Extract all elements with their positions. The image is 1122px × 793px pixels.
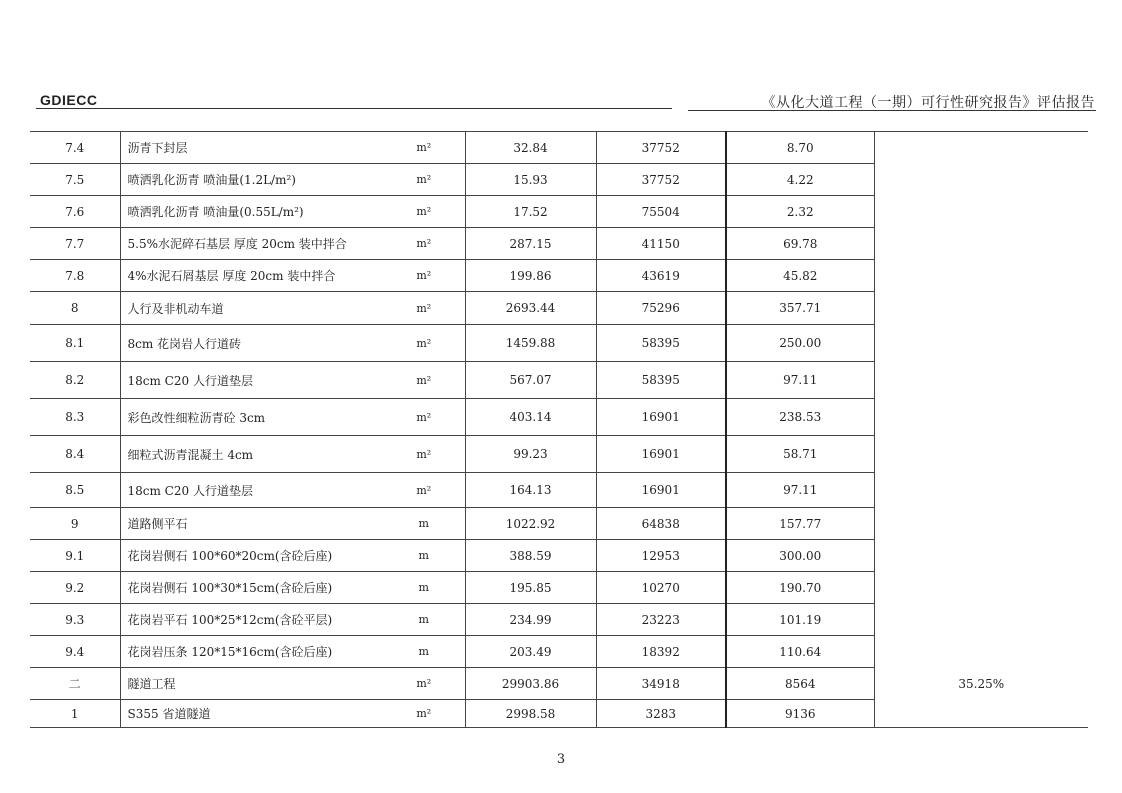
table-row [30,572,1088,604]
item-unit-price: 16901 [596,473,726,508]
item-quantity: 29903.86 [465,668,596,700]
item-name: 花岗岩侧石 100*60*20cm(含砼后座) [120,540,383,572]
item-number: 9 [30,508,120,540]
item-quantity: 164.13 [465,473,596,508]
item-quantity: 1459.88 [465,325,596,362]
item-name: 人行及非机动车道 [120,292,383,325]
item-unit: m² [383,260,465,292]
item-number: 8 [30,292,120,325]
item-number: 8.4 [30,436,120,473]
item-name: 喷洒乳化沥青 喷油量(1.2L/m²) [120,164,383,196]
item-unit-price: 37752 [596,132,726,164]
table-row [30,700,1088,728]
item-share [874,260,1088,292]
item-share [874,540,1088,572]
item-unit-price: 23223 [596,604,726,636]
item-amount: 157.77 [726,508,874,540]
item-amount: 9136 [726,700,874,728]
item-unit: m [383,636,465,668]
item-unit: m² [383,164,465,196]
item-number: 8.2 [30,362,120,399]
item-share [874,196,1088,228]
item-share [874,132,1088,164]
header-rule-right [688,110,1096,111]
item-quantity: 567.07 [465,362,596,399]
table-row [30,399,1088,436]
item-quantity: 2998.58 [465,700,596,728]
item-quantity: 32.84 [465,132,596,164]
item-name: 彩色改性细粒沥青砼 3cm [120,399,383,436]
item-share [874,436,1088,473]
item-unit-price: 64838 [596,508,726,540]
item-name: 喷洒乳化沥青 喷油量(0.55L/m²) [120,196,383,228]
item-quantity: 17.52 [465,196,596,228]
item-name: 花岗岩平石 100*25*12cm(含砼平层) [120,604,383,636]
item-unit-price: 75504 [596,196,726,228]
item-number: 二 [30,668,120,700]
item-amount: 101.19 [726,604,874,636]
item-unit: m [383,604,465,636]
item-unit: m² [383,228,465,260]
item-unit: m [383,540,465,572]
item-amount: 45.82 [726,260,874,292]
item-share [874,228,1088,260]
table-row [30,362,1088,399]
table-row [30,292,1088,325]
item-name: 5.5%水泥碎石基层 厚度 20cm 装中拌合 [120,228,383,260]
item-unit: m [383,508,465,540]
item-unit-price: 16901 [596,399,726,436]
item-number: 9.4 [30,636,120,668]
item-unit-price: 3283 [596,700,726,728]
item-name: 细粒式沥青混凝土 4cm [120,436,383,473]
item-unit-price: 41150 [596,228,726,260]
table-row [30,132,1088,164]
item-name: 花岗岩压条 120*15*16cm(含砼后座) [120,636,383,668]
item-amount: 357.71 [726,292,874,325]
item-number: 7.5 [30,164,120,196]
item-quantity: 234.99 [465,604,596,636]
item-name: 道路侧平石 [120,508,383,540]
item-unit-price: 12953 [596,540,726,572]
item-number: 8.3 [30,399,120,436]
item-amount: 97.11 [726,362,874,399]
table-row [30,508,1088,540]
header-report-title: 《从化大道工程（一期）可行性研究报告》评估报告 [761,95,1095,111]
item-quantity: 388.59 [465,540,596,572]
item-number: 7.8 [30,260,120,292]
item-name: 隧道工程 [120,668,383,700]
item-share [874,292,1088,325]
item-amount: 110.64 [726,636,874,668]
item-name: 4%水泥石屑基层 厚度 20cm 装中拌合 [120,260,383,292]
item-quantity: 15.93 [465,164,596,196]
item-amount: 190.70 [726,572,874,604]
item-amount: 238.53 [726,399,874,436]
item-share [874,604,1088,636]
item-share [874,508,1088,540]
item-unit: m² [383,436,465,473]
item-number: 7.4 [30,132,120,164]
item-quantity: 99.23 [465,436,596,473]
item-number: 7.6 [30,196,120,228]
item-share [874,473,1088,508]
item-quantity: 199.86 [465,260,596,292]
item-unit: m [383,572,465,604]
table-row [30,260,1088,292]
table-row [30,540,1088,572]
table-row [30,196,1088,228]
header-rule-left [36,108,672,109]
item-unit-price: 10270 [596,572,726,604]
item-amount: 250.00 [726,325,874,362]
item-number: 8.5 [30,473,120,508]
item-name: 8cm 花岗岩人行道砖 [120,325,383,362]
item-share [874,399,1088,436]
item-name: 18cm C20 人行道垫层 [120,362,383,399]
item-share [874,164,1088,196]
item-unit-price: 58395 [596,362,726,399]
table-row [30,228,1088,260]
item-amount: 4.22 [726,164,874,196]
item-quantity: 195.85 [465,572,596,604]
item-unit-price: 34918 [596,668,726,700]
item-unit-price: 75296 [596,292,726,325]
item-amount: 2.32 [726,196,874,228]
item-share [874,572,1088,604]
item-name: S355 省道隧道 [120,700,383,728]
item-quantity: 403.14 [465,399,596,436]
item-share [874,636,1088,668]
item-name: 花岗岩侧石 100*30*15cm(含砼后座) [120,572,383,604]
header-org: GDIECC [40,92,98,108]
item-unit: m² [383,668,465,700]
item-number: 9.1 [30,540,120,572]
item-amount: 8.70 [726,132,874,164]
item-unit-price: 16901 [596,436,726,473]
item-name: 18cm C20 人行道垫层 [120,473,383,508]
item-unit: m² [383,196,465,228]
item-unit-price: 18392 [596,636,726,668]
item-share [874,325,1088,362]
table-row [30,668,1088,700]
item-unit: m² [383,362,465,399]
item-quantity: 287.15 [465,228,596,260]
item-number: 9.2 [30,572,120,604]
table-row [30,604,1088,636]
item-unit: m² [383,399,465,436]
item-number: 7.7 [30,228,120,260]
item-quantity: 2693.44 [465,292,596,325]
item-amount: 69.78 [726,228,874,260]
item-unit: m² [383,473,465,508]
item-unit-price: 43619 [596,260,726,292]
item-amount: 8564 [726,668,874,700]
item-share [874,700,1088,728]
table-row [30,325,1088,362]
table-row [30,436,1088,473]
item-amount: 58.71 [726,436,874,473]
item-unit-price: 37752 [596,164,726,196]
item-share: 35.25% [874,668,1088,700]
item-quantity: 1022.92 [465,508,596,540]
item-unit-price: 58395 [596,325,726,362]
item-unit: m² [383,132,465,164]
item-amount: 97.11 [726,473,874,508]
item-name: 沥青下封层 [120,132,383,164]
cost-estimate-table [30,131,1088,728]
item-number: 8.1 [30,325,120,362]
table-row [30,164,1088,196]
item-number: 1 [30,700,120,728]
item-quantity: 203.49 [465,636,596,668]
table-row [30,636,1088,668]
item-number: 9.3 [30,604,120,636]
table-row [30,473,1088,508]
item-unit: m² [383,325,465,362]
page-number: 3 [556,752,566,767]
item-share [874,362,1088,399]
item-amount: 300.00 [726,540,874,572]
item-unit: m² [383,292,465,325]
item-unit: m² [383,700,465,728]
